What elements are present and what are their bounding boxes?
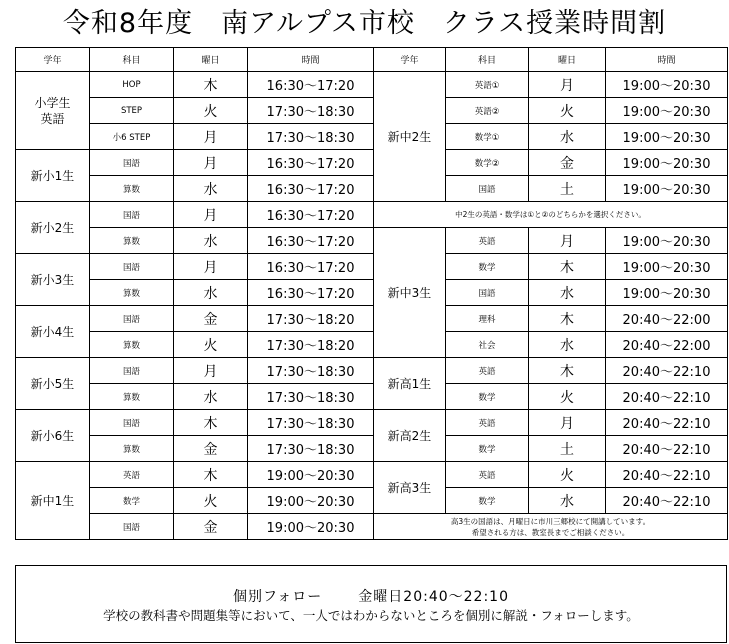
- time-cell: 16:30～17:20: [248, 176, 374, 202]
- table-row: [16, 410, 728, 436]
- time-cell: 16:30～17:20: [248, 202, 374, 228]
- grade-cell: 新中2生: [374, 72, 446, 202]
- subject-cell: 数学②: [446, 150, 529, 176]
- header-subject: 科目: [446, 48, 529, 72]
- grade-cell: 新小1生: [16, 150, 90, 202]
- table-row: [16, 332, 728, 358]
- time-cell: 20:40～22:10: [606, 462, 728, 488]
- time-cell: 19:00～20:30: [606, 254, 728, 280]
- subject-cell: 国語: [446, 176, 529, 202]
- header-grade: 学年: [374, 48, 446, 72]
- time-cell: 17:30～18:30: [248, 124, 374, 150]
- subject-cell: 数学: [90, 488, 174, 514]
- time-cell: 16:30～17:20: [248, 280, 374, 306]
- table-row: [16, 514, 728, 540]
- header-subject: 科目: [90, 48, 174, 72]
- day-cell: 木: [529, 306, 606, 332]
- day-cell: 火: [174, 488, 248, 514]
- time-cell: 19:00～20:30: [248, 462, 374, 488]
- day-cell: 水: [529, 280, 606, 306]
- grade-cell: 新高2生: [374, 410, 446, 462]
- day-cell: 火: [174, 98, 248, 124]
- subject-cell: 数学: [446, 384, 529, 410]
- day-cell: 土: [529, 176, 606, 202]
- grade-cell: 新小2生: [16, 202, 90, 254]
- header-grade: 学年: [16, 48, 90, 72]
- time-cell: 19:00～20:30: [606, 150, 728, 176]
- time-cell: 20:40～22:10: [606, 384, 728, 410]
- subject-cell: 数学: [446, 488, 529, 514]
- grade-cell: 新小6生: [16, 410, 90, 462]
- time-cell: 17:30～18:20: [248, 306, 374, 332]
- subject-cell: 数学: [446, 436, 529, 462]
- subject-cell: HOP: [90, 72, 174, 98]
- subject-cell: 理科: [446, 306, 529, 332]
- subject-cell: STEP: [90, 98, 174, 124]
- subject-cell: 英語: [446, 462, 529, 488]
- time-cell: 17:30～18:30: [248, 410, 374, 436]
- day-cell: 金: [529, 150, 606, 176]
- time-cell: 17:30～18:30: [248, 384, 374, 410]
- header-day: 曜日: [529, 48, 606, 72]
- time-cell: 20:40～22:10: [606, 410, 728, 436]
- day-cell: 木: [174, 410, 248, 436]
- table-row: [16, 436, 728, 462]
- footer-box: [15, 565, 727, 643]
- day-cell: 土: [529, 436, 606, 462]
- subject-cell: 英語: [90, 462, 174, 488]
- footer-label: 個別フォロー: [232, 589, 323, 605]
- time-cell: 19:00～20:30: [606, 98, 728, 124]
- subject-cell: 国語: [90, 410, 174, 436]
- table-row: [16, 202, 728, 228]
- time-cell: 17:30～18:30: [248, 98, 374, 124]
- day-cell: 水: [529, 488, 606, 514]
- table-row: [16, 280, 728, 306]
- day-cell: 木: [529, 358, 606, 384]
- subject-cell: 国語: [90, 202, 174, 228]
- time-cell: 16:30～17:20: [248, 72, 374, 98]
- day-cell: 月: [529, 410, 606, 436]
- header-row: [16, 48, 728, 72]
- time-cell: 16:30～17:20: [248, 228, 374, 254]
- grade-cell: 新小5生: [16, 358, 90, 410]
- subject-cell: 算数: [90, 436, 174, 462]
- subject-cell: 国語: [90, 150, 174, 176]
- subject-cell: 英語①: [446, 72, 529, 98]
- time-cell: 19:00～20:30: [606, 124, 728, 150]
- subject-cell: 英語: [446, 228, 529, 254]
- day-cell: 水: [174, 384, 248, 410]
- grade-cell: 新高3生: [374, 462, 446, 514]
- subject-cell: 社会: [446, 332, 529, 358]
- day-cell: 木: [174, 72, 248, 98]
- day-cell: 木: [529, 254, 606, 280]
- table-row: [16, 254, 728, 280]
- subject-cell: 算数: [90, 384, 174, 410]
- day-cell: 月: [174, 254, 248, 280]
- subject-cell: 英語: [446, 358, 529, 384]
- footer-time: 金曜日20:40～22:10: [358, 589, 509, 605]
- footer-line-1: [16, 586, 726, 606]
- day-cell: 火: [529, 384, 606, 410]
- header-time: 時間: [248, 48, 374, 72]
- time-cell: 20:40～22:00: [606, 306, 728, 332]
- day-cell: 月: [529, 72, 606, 98]
- time-cell: 19:00～20:30: [248, 488, 374, 514]
- time-cell: 20:40～22:10: [606, 358, 728, 384]
- subject-cell: 算数: [90, 280, 174, 306]
- day-cell: 月: [174, 202, 248, 228]
- time-cell: 19:00～20:30: [606, 72, 728, 98]
- subject-cell: 算数: [90, 228, 174, 254]
- table-row: [16, 72, 728, 98]
- subject-cell: 英語②: [446, 98, 529, 124]
- subject-cell: 国語: [90, 306, 174, 332]
- day-cell: 火: [174, 332, 248, 358]
- page-title: 令和8年度 南アルプス市校 クラス授業時間割: [62, 8, 667, 39]
- time-cell: 20:40～22:10: [606, 436, 728, 462]
- time-cell: 19:00～20:30: [248, 514, 374, 540]
- table-row: [16, 228, 728, 254]
- time-cell: 19:00～20:30: [606, 176, 728, 202]
- day-cell: 水: [529, 332, 606, 358]
- time-cell: 19:00～20:30: [606, 228, 728, 254]
- grade-cell: 新小4生: [16, 306, 90, 358]
- note-chu2: 中2生の英語・数学は①と②のどちらかを選択ください。: [374, 202, 728, 228]
- time-cell: 16:30～17:20: [248, 150, 374, 176]
- subject-cell: 英語: [446, 410, 529, 436]
- table-row: [16, 358, 728, 384]
- day-cell: 月: [174, 124, 248, 150]
- time-cell: 16:30～17:20: [248, 254, 374, 280]
- header-time: 時間: [606, 48, 728, 72]
- time-cell: 17:30～18:30: [248, 358, 374, 384]
- grade-cell: 新中3生: [374, 228, 446, 358]
- table-row: [16, 384, 728, 410]
- day-cell: 月: [529, 228, 606, 254]
- day-cell: 金: [174, 306, 248, 332]
- subject-cell: 国語: [90, 514, 174, 540]
- note-ko3: 高3生の国語は、月曜日に市川三郷校にて開講しています。 希望される方は、教室長までご相談ください。: [374, 514, 728, 540]
- table-row: [16, 176, 728, 202]
- day-cell: 水: [174, 228, 248, 254]
- day-cell: 水: [174, 280, 248, 306]
- day-cell: 月: [174, 150, 248, 176]
- header-day: 曜日: [174, 48, 248, 72]
- subject-cell: 国語: [446, 280, 529, 306]
- subject-cell: 数学①: [446, 124, 529, 150]
- table-row: [16, 462, 728, 488]
- day-cell: 木: [174, 462, 248, 488]
- subject-cell: 算数: [90, 332, 174, 358]
- subject-cell: 国語: [90, 358, 174, 384]
- day-cell: 火: [529, 462, 606, 488]
- table-row: [16, 488, 728, 514]
- day-cell: 水: [174, 176, 248, 202]
- table-row: [16, 124, 728, 150]
- footer-description: 学校の教科書や問題集等において、一人ではわからないところを個別に解説・フォローします。: [103, 608, 639, 623]
- subject-cell: 小6 STEP: [90, 124, 174, 150]
- day-cell: 火: [529, 98, 606, 124]
- grade-cell: 新小3生: [16, 254, 90, 306]
- day-cell: 金: [174, 514, 248, 540]
- table-row: [16, 98, 728, 124]
- timetable: [15, 47, 728, 540]
- grade-cell: 新中1生: [16, 462, 90, 540]
- grade-cell: 新高1生: [374, 358, 446, 410]
- subject-cell: 算数: [90, 176, 174, 202]
- time-cell: 20:40～22:00: [606, 332, 728, 358]
- table-row: [16, 306, 728, 332]
- table-row: [16, 150, 728, 176]
- subject-cell: 数学: [446, 254, 529, 280]
- grade-cell: 小学生 英語: [16, 72, 90, 150]
- time-cell: 17:30～18:20: [248, 332, 374, 358]
- time-cell: 17:30～18:30: [248, 436, 374, 462]
- time-cell: 19:00～20:30: [606, 280, 728, 306]
- day-cell: 水: [529, 124, 606, 150]
- day-cell: 金: [174, 436, 248, 462]
- subject-cell: 国語: [90, 254, 174, 280]
- day-cell: 月: [174, 358, 248, 384]
- time-cell: 20:40～22:10: [606, 488, 728, 514]
